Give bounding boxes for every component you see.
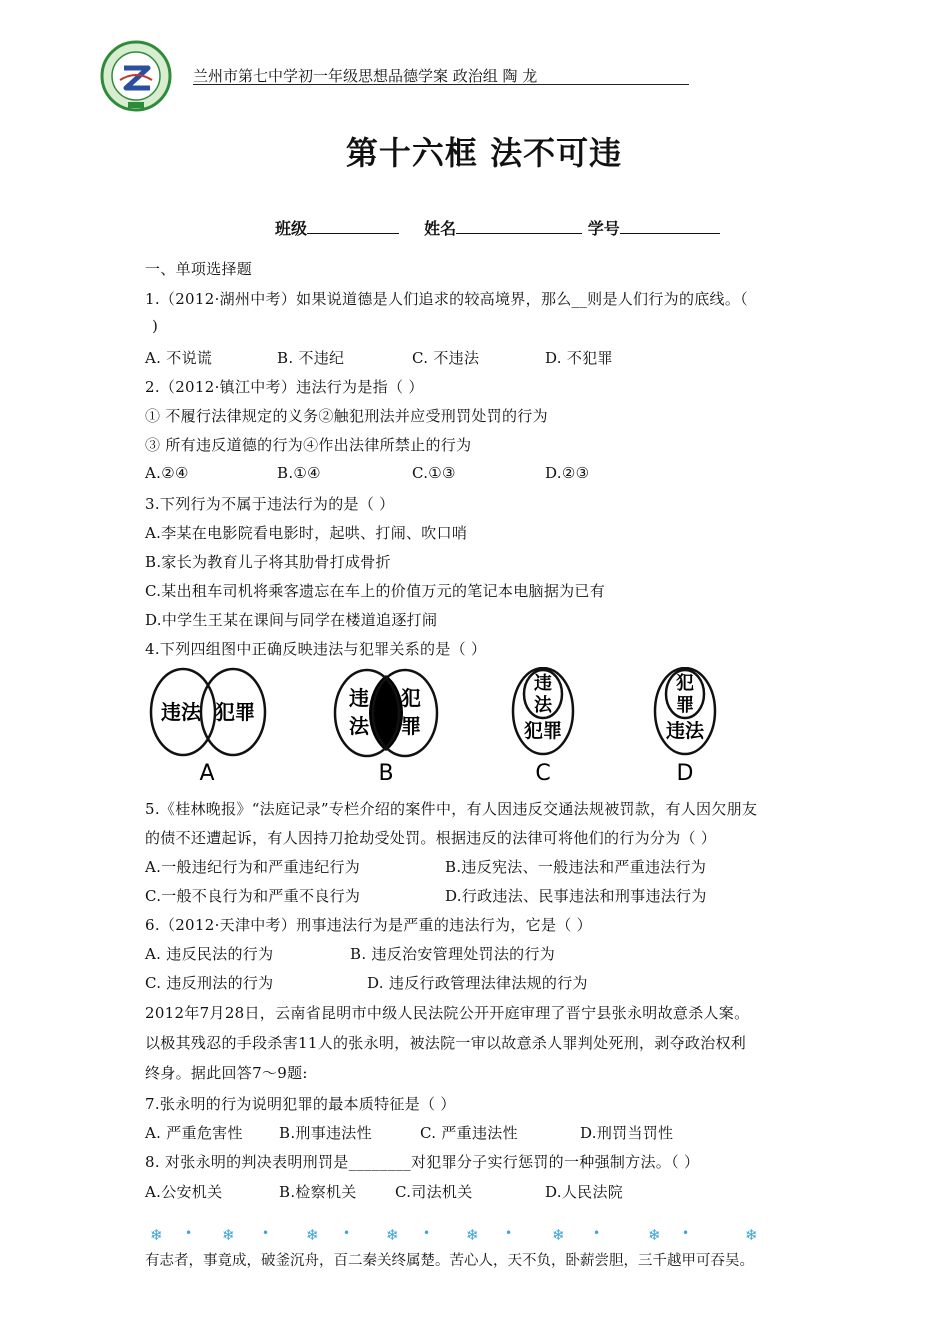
diagram-c-inner-text-2: 法 bbox=[534, 695, 552, 716]
q2-stem: 2.（2012·镇江中考）违法行为是指（ ） bbox=[145, 378, 424, 396]
dot-icon: • bbox=[682, 1226, 690, 1240]
q6-option-a: A. 违反民法的行为 bbox=[145, 945, 274, 963]
q8-stem: 8. 对张永明的判决表明刑罚是________对犯罪分子实行惩罚的一种强制方法。（ ） bbox=[145, 1153, 700, 1171]
diagram-b-right-text-1: 犯 bbox=[401, 686, 421, 710]
q7-stem: 7.张永明的行为说明犯罪的最本质特征是（ ） bbox=[145, 1095, 456, 1113]
passage-line-3: 终身。据此回答7～9题: bbox=[145, 1064, 308, 1082]
diagram-d-label: D bbox=[676, 761, 694, 786]
q8-option-a: A.公安机关 bbox=[145, 1183, 223, 1201]
q7-option-a: A. 严重危害性 bbox=[145, 1124, 243, 1142]
q5-stem-1: 5.《桂林晚报》“法庭记录”专栏介绍的案件中，有人因违反交通法规被罚款，有人因欠朋友 bbox=[145, 800, 758, 818]
q5-option-c: C.一般不良行为和严重不良行为 bbox=[145, 887, 361, 905]
snowflake-icon: ❄ bbox=[466, 1226, 479, 1244]
q7-option-c: C. 严重违法性 bbox=[420, 1124, 518, 1142]
page-title: 第十六框 法不可违 bbox=[345, 134, 623, 172]
q1-option-a: A. 不说谎 bbox=[145, 349, 213, 367]
footer-motto: 有志者，事竟成，破釜沉舟，百二秦关终属楚。苦心人，天不负，卧薪尝胆，三千越甲可吞吴。 bbox=[145, 1253, 754, 1269]
q2-line2: ③ 所有违反道德的行为④作出法律所禁止的行为 bbox=[145, 436, 472, 454]
q6-option-b: B. 违反治安管理处罚法的行为 bbox=[350, 945, 556, 963]
q5-option-d: D.行政违法、民事违法和刑事违法行为 bbox=[445, 887, 707, 905]
snowflake-icon: ❄ bbox=[222, 1226, 235, 1244]
name-blank[interactable] bbox=[456, 219, 582, 234]
q3-option-c: C.某出租车司机将乘客遗忘在车上的价值万元的笔记本电脑据为已有 bbox=[145, 582, 606, 600]
school-logo bbox=[100, 40, 172, 112]
section-title: 一、单项选择题 bbox=[145, 260, 253, 278]
venn-diagrams bbox=[145, 667, 725, 787]
q6-option-c: C. 违反刑法的行为 bbox=[145, 974, 274, 992]
q6-stem: 6.（2012·天津中考）刑事违法行为是严重的违法行为，它是（ ） bbox=[145, 916, 592, 934]
q2-line1: ① 不履行法律规定的义务②触犯刑法并应受刑罚处罚的行为 bbox=[145, 407, 548, 425]
diagram-a-right-text: 犯罪 bbox=[215, 700, 255, 724]
q2-option-d: D.②③ bbox=[545, 464, 590, 482]
dot-icon: • bbox=[343, 1226, 351, 1240]
dot-icon: • bbox=[185, 1226, 193, 1240]
passage-line-2: 以极其残忍的手段杀害11人的张永明，被法院一审以故意杀人罪判处死刑，剥夺政治权利 bbox=[145, 1034, 747, 1052]
diagram-c-inner-text-1: 违 bbox=[534, 673, 552, 694]
q1-stem-cont: ) bbox=[152, 317, 159, 335]
q2-option-a: A.②④ bbox=[145, 464, 189, 482]
q2-option-c: C.①③ bbox=[412, 464, 456, 482]
q3-stem: 3.下列行为不属于违法行为的是（ ） bbox=[145, 495, 395, 513]
dot-icon: • bbox=[593, 1226, 601, 1240]
diagram-b-right-text-2: 罪 bbox=[401, 714, 421, 738]
snowflake-icon: ❄ bbox=[386, 1226, 399, 1244]
q5-option-b: B.违反宪法、一般违法和严重违法行为 bbox=[445, 858, 707, 876]
snowflake-icon: ❄ bbox=[552, 1226, 565, 1244]
diagram-b-left-text-1: 违 bbox=[349, 686, 369, 710]
diagram-c-outer-text: 犯罪 bbox=[523, 720, 563, 742]
name-label: 姓名 bbox=[424, 219, 457, 238]
q8-option-b: B.检察机关 bbox=[279, 1183, 357, 1201]
diagram-c-label: C bbox=[535, 761, 551, 786]
q7-option-b: B.刑事违法性 bbox=[279, 1124, 372, 1142]
q5-option-a: A.一般违纪行为和严重违纪行为 bbox=[145, 858, 361, 876]
class-label: 班级 bbox=[275, 219, 308, 238]
dot-icon: • bbox=[262, 1226, 270, 1240]
diagram-b-label: B bbox=[378, 761, 394, 786]
diagram-a-label: A bbox=[199, 761, 215, 786]
diagram-d-outer-text: 违法 bbox=[665, 720, 705, 742]
q7-option-d: D.刑罚当罚性 bbox=[580, 1124, 674, 1142]
snowflake-icon: ❄ bbox=[648, 1226, 661, 1244]
q8-option-d: D.人民法院 bbox=[545, 1183, 624, 1201]
q2-option-b: B.①④ bbox=[277, 464, 321, 482]
class-blank[interactable] bbox=[307, 219, 399, 234]
header-rule bbox=[193, 84, 689, 85]
q1-option-d: D. 不犯罪 bbox=[545, 349, 613, 367]
dot-icon: • bbox=[505, 1226, 513, 1240]
number-blank[interactable] bbox=[620, 219, 720, 234]
number-label: 学号 bbox=[587, 219, 620, 238]
q3-option-d: D.中学生王某在课间与同学在楼道追逐打闹 bbox=[145, 611, 438, 629]
info-line bbox=[275, 216, 720, 239]
snowflake-icon: ❄ bbox=[150, 1226, 163, 1244]
q1-option-c: C. 不违法 bbox=[412, 349, 480, 367]
header-text: 兰州市第七中学初一年级思想品德学案 政治组 陶 龙 bbox=[193, 67, 538, 85]
diagram-c bbox=[513, 668, 573, 786]
q8-option-c: C.司法机关 bbox=[395, 1183, 473, 1201]
q3-option-a: A.李某在电影院看电影时，起哄、打闹、吹口哨 bbox=[145, 524, 468, 542]
diagram-d bbox=[655, 668, 715, 786]
q3-option-b: B.家长为教育儿子将其肋骨打成骨折 bbox=[145, 553, 391, 571]
passage-line-1: 2012年7月28日，云南省昆明市中级人民法院公开开庭审理了晋宁县张永明故意杀人案。 bbox=[145, 1004, 750, 1022]
diagram-d-inner-text-2: 罪 bbox=[676, 695, 694, 716]
q1-option-b: B. 不违纪 bbox=[277, 349, 345, 367]
snowflake-icon: ❄ bbox=[306, 1226, 319, 1244]
diagram-a bbox=[151, 669, 265, 786]
diagram-d-inner-text-1: 犯 bbox=[676, 673, 694, 694]
q1-stem: 1.（2012·湖州中考）如果说道德是人们追求的较高境界，那么__则是人们行为的底线。（ bbox=[145, 290, 748, 308]
diagram-a-left-text: 违法 bbox=[161, 700, 201, 724]
q4-stem: 4.下列四组图中正确反映违法与犯罪关系的是（ ） bbox=[145, 640, 487, 658]
q6-option-d: D. 违反行政管理法律法规的行为 bbox=[367, 974, 588, 992]
diagram-b-left-text-2: 法 bbox=[349, 714, 369, 738]
dot-icon: • bbox=[423, 1226, 431, 1240]
q5-stem-2: 的债不还遭起诉，有人因持刀抢劫受处罚。根据违反的法律可将他们的行为分为（ ） bbox=[145, 829, 717, 847]
snowflake-icon: ❄ bbox=[745, 1226, 758, 1244]
diagram-b bbox=[335, 670, 437, 786]
